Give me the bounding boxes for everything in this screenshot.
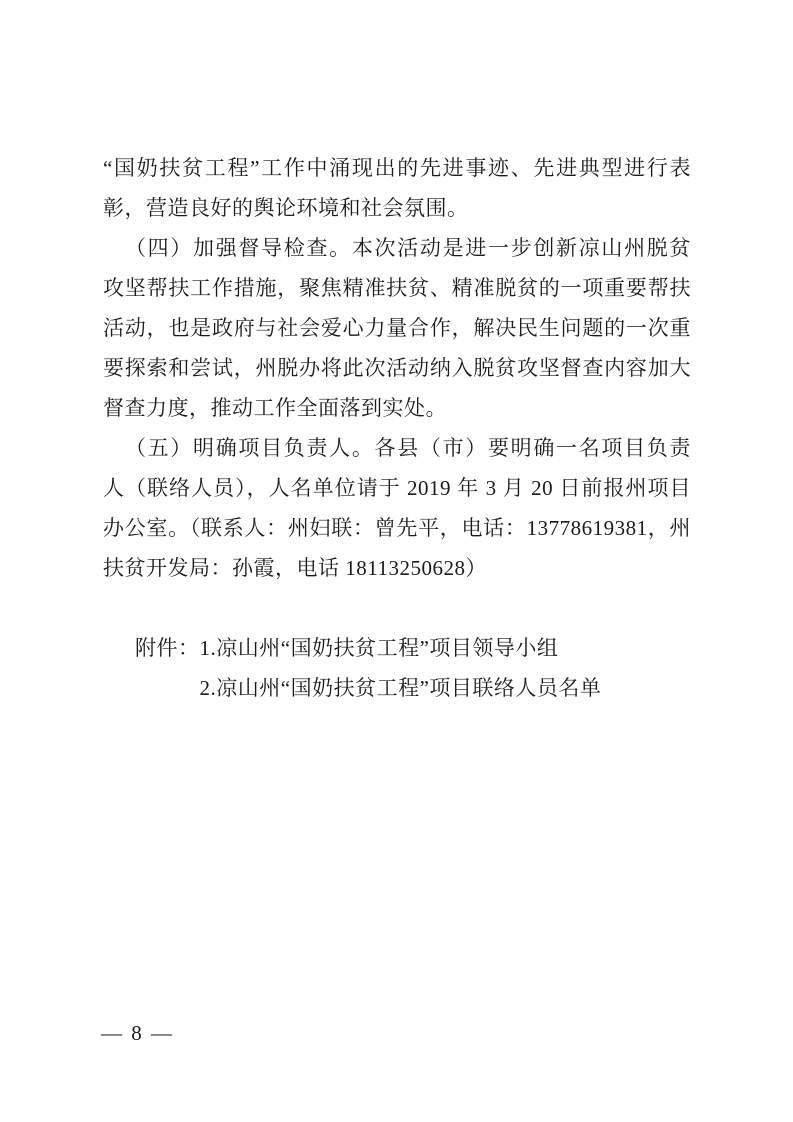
page-number: — 8 — bbox=[101, 1021, 174, 1045]
paragraph-line: “国奶扶贫工程”工作中涌现出的先进事迹、先进典型进行表 bbox=[103, 156, 691, 180]
paragraph-line: 要探索和尝试，州脱办将此次活动纳入脱贫攻坚督查内容加大 bbox=[103, 356, 691, 380]
attachment-item: 1.凉山州“国奶扶贫工程”项目领导小组 bbox=[199, 636, 559, 660]
paragraph-line: 人（联络人员），人名单位请于 2019 年 3 月 20 日前报州项目 bbox=[103, 476, 691, 500]
paragraph-line: 攻坚帮扶工作措施，聚焦精准扶贫、精准脱贫的一项重要帮扶 bbox=[103, 276, 691, 300]
paragraph-line: 扶贫开发局：孙霞，电话 18113250628） bbox=[103, 556, 487, 580]
paragraph-line: 活动，也是政府与社会爱心力量合作，解决民生问题的一次重 bbox=[103, 316, 691, 340]
paragraph-line: 彰，营造良好的舆论环境和社会氛围。 bbox=[103, 196, 469, 220]
attachment-label: 附件： bbox=[135, 636, 200, 660]
attachment-list bbox=[200, 628, 692, 708]
paragraph-line: （四）加强督导检查。本次活动是进一步创新凉山州脱贫 bbox=[125, 236, 691, 260]
paragraph-line: 督查力度，推动工作全面落到实处。 bbox=[103, 396, 447, 420]
paragraph-line: （五）明确项目负责人。各县（市）要明确一名项目负责 bbox=[125, 436, 691, 460]
paragraph-line: 办公室。（联系人：州妇联：曾先平，电话：13778619381，州 bbox=[103, 516, 691, 540]
document-body bbox=[103, 148, 691, 708]
paragraph bbox=[103, 228, 691, 428]
attachment-item: 2.凉山州“国奶扶贫工程”项目联络人员名单 bbox=[199, 676, 602, 700]
paragraph bbox=[103, 148, 691, 228]
attachment-block bbox=[103, 628, 691, 708]
paragraph bbox=[103, 428, 691, 588]
